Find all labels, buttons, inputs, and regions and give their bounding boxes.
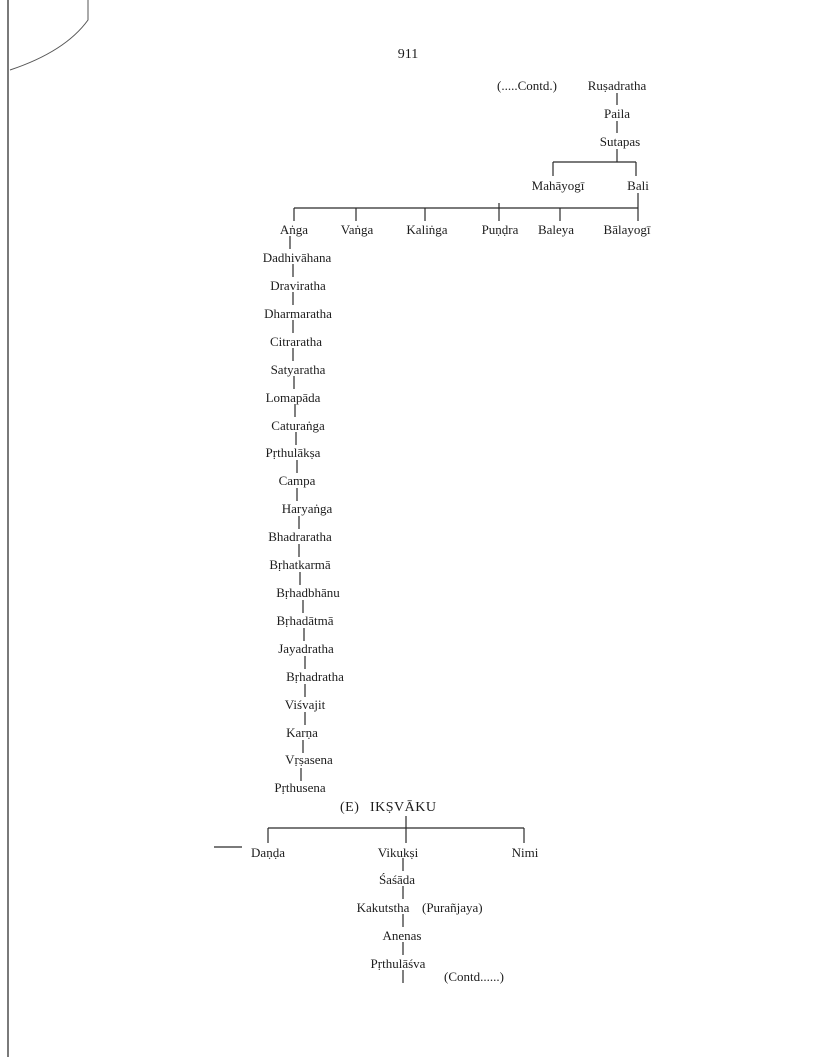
node-vikuksi: Vikukṣi xyxy=(377,845,419,860)
node-anga: Aṅga xyxy=(279,222,309,237)
node-karna: Karṇa xyxy=(286,725,318,740)
node-brhadbhanu: Bṛhadbhānu xyxy=(276,585,340,600)
node-bhadraratha: Bhadraratha xyxy=(268,529,332,544)
node-kakutstha: Kakutstha xyxy=(356,900,410,915)
node-lomapada: Lomapāda xyxy=(265,390,321,405)
node-anenas: Anenas xyxy=(382,928,422,943)
node-caturanga: Caturaṅga xyxy=(271,418,325,433)
section-heading-ikshvaku: IKṢVĀKU xyxy=(370,800,437,815)
node-brhatkarma: Bṛhatkarmā xyxy=(269,557,331,572)
node-baleya: Baleya xyxy=(537,222,575,237)
node-balayogi: Bālayogī xyxy=(603,222,651,237)
node-sasada: Śaśāda xyxy=(378,872,416,887)
node-paila: Paila xyxy=(604,106,630,121)
section-marker-e: (E) xyxy=(340,800,360,815)
node-vrsasena: Vṛṣasena xyxy=(285,752,333,767)
node-draviratha: Draviratha xyxy=(270,278,326,293)
node-rusadratha: Ruṣadratha xyxy=(587,78,647,93)
node-pundra: Puṇḍra xyxy=(481,222,519,237)
node-brhadratha: Bṛhadratha xyxy=(286,669,344,684)
node-visvajit: Viśvajit xyxy=(284,697,326,712)
node-satyaratha: Satyaratha xyxy=(270,362,326,377)
node-dharmaratha: Dharmaratha xyxy=(264,306,332,321)
node-citraratha: Citraratha xyxy=(270,334,322,349)
node-bali: Bali xyxy=(627,178,649,193)
node-prthulasva: Pṛthulāśva xyxy=(370,956,426,971)
scan-curl-mark xyxy=(10,0,88,70)
node-mahayogi: Mahāyogī xyxy=(531,178,585,193)
node-dadhivahana: Dadhivāhana xyxy=(262,250,332,265)
node-danda: Daṇḍa xyxy=(251,845,285,860)
node-campa: Campa xyxy=(278,473,316,488)
node-prthusena: Pṛthusena xyxy=(274,780,326,795)
page-number: 911 xyxy=(397,47,419,62)
node-nimi: Nimi xyxy=(511,845,539,860)
continued-note-top: (.....Contd.) xyxy=(497,78,557,93)
node-kalinga: Kaliṅga xyxy=(406,222,448,237)
node-sutapas: Sutapas xyxy=(599,134,641,149)
continued-note-bottom: (Contd......) xyxy=(444,969,504,984)
node-brhadatma: Bṛhadātmā xyxy=(276,613,334,628)
node-haryanga: Haryaṅga xyxy=(281,501,333,516)
kakutstha-alias: (Purañjaya) xyxy=(422,900,483,915)
node-prthulaksa: Pṛthulākṣa xyxy=(265,445,321,460)
node-vanga: Vaṅga xyxy=(340,222,374,237)
node-jayadratha: Jayadratha xyxy=(278,641,334,656)
